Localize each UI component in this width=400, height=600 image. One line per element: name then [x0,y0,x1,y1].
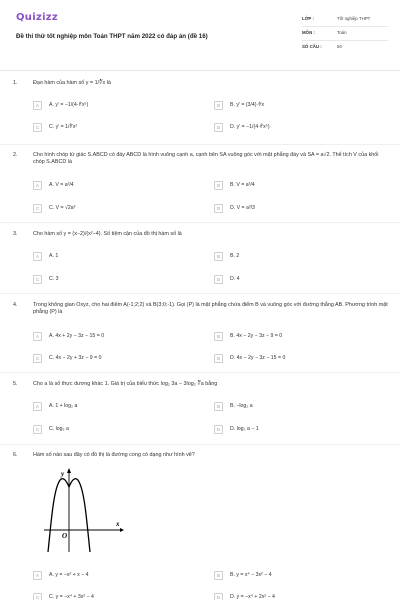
origin-label: O [62,532,68,540]
option-text: D. V = a³/3 [230,205,255,211]
question-number: 3. [13,231,18,237]
question-divider [0,144,400,145]
meta-row-count [302,41,388,55]
question-divider [0,293,400,294]
question-number: 5. [13,381,18,387]
option-c[interactable] [33,592,193,600]
option-text: B. y = x⁴ − 3x² − 4 [230,572,272,578]
option-c[interactable] [33,122,193,134]
option-text: A. y = −x² + x − 4 [49,572,89,578]
option-text: B. V = a³/4 [230,182,255,188]
option-text: C. 3 [49,276,59,282]
option-c[interactable] [33,353,193,365]
option-d[interactable] [214,353,374,365]
y-axis-arrow [67,468,71,473]
option-text: D. 4x − 2y − 3z − 15 = 0 [230,355,286,361]
option-d[interactable] [214,592,374,600]
question-text: Hàm số nào sau đây có đồ thị là đường cong có dạng như hình vẽ? [33,452,195,458]
option-d[interactable] [214,203,374,215]
option-text: C. 4x − 2y + 3z − 9 = 0 [49,355,102,361]
option-letter: D [214,593,223,600]
option-letter: D [214,275,223,284]
question-divider [0,444,400,445]
option-a[interactable] [33,570,193,582]
option-text: B. 2 [230,253,240,259]
question-text: Cho hình chóp tứ giác S.ABCD có đáy ABCD là hình vuông cạnh a, cạnh bên SA vuông góc với mặt phẳng đáy và SA = a√2. Thể tích V của khối chóp S.ABCD là [33,152,379,166]
question-number: 1. [13,80,18,86]
option-text: C. log₂ a [49,426,69,432]
option-letter: A [33,332,42,341]
meta-row-class [302,13,388,27]
option-letter: B [214,571,223,580]
option-letter: A [33,101,42,110]
question-number: 6. [13,452,18,458]
question-divider [0,222,400,223]
question-number: 4. [13,302,18,308]
question-text: Đạo hàm của hàm số y = 1/∛x là [33,80,111,86]
option-a[interactable] [33,331,193,343]
function-graph [40,466,125,554]
meta-value: 50 [337,44,342,49]
option-letter: C [33,593,42,600]
meta-row-subject [302,27,388,41]
option-letter: A [33,402,42,411]
option-letter: B [214,101,223,110]
option-text: B. −log₂ a [230,403,253,409]
option-text: D. y = −x⁴ + 2x² − 4 [230,594,275,600]
option-letter: C [33,204,42,213]
option-letter: B [214,252,223,261]
option-letter: A [33,181,42,190]
option-a[interactable] [33,180,193,192]
option-a[interactable] [33,251,193,263]
option-text: A. 1 + log₂ a [49,403,78,409]
option-text: C. y = −x⁴ + 3x² − 4 [49,594,94,600]
option-letter: B [214,332,223,341]
option-b[interactable] [214,401,374,413]
option-letter: D [214,425,223,434]
option-b[interactable] [214,180,374,192]
meta-table [302,13,388,55]
option-letter: C [33,354,42,363]
option-c[interactable] [33,424,193,436]
meta-label: LỚP : [302,16,314,21]
option-b[interactable] [214,331,374,343]
option-a[interactable] [33,100,193,112]
question-text: Cho hàm số y = (x−2)/(x²−4). Số tiệm cận của đồ thị hàm số là [33,231,182,237]
option-c[interactable] [33,203,193,215]
option-d[interactable] [214,424,374,436]
option-text: D. y′ = −1/(4·∜x⁵) [230,124,270,130]
option-letter: D [214,204,223,213]
question-number: 2. [13,152,18,158]
option-c[interactable] [33,274,193,286]
y-axis-label: y [61,470,65,478]
option-text: A. V = a³/4 [49,182,74,188]
meta-value: Tốt nghiệp THPT [337,16,371,21]
option-text: C. V = √2a³ [49,205,76,211]
option-b[interactable] [214,100,374,112]
option-text: A. 4x + 2y − 3z − 15 = 0 [49,333,105,339]
option-letter: C [33,425,42,434]
x-axis-label: x [116,520,120,528]
option-a[interactable] [33,401,193,413]
question-text: Cho a là số thực dương khác 1. Giá trị của biểu thức log₂ 3a − 3log₂ ∛a bằng [33,381,218,387]
option-d[interactable] [214,122,374,134]
option-letter: B [214,181,223,190]
option-text: A. y′ = −1/(4·∜x⁵) [49,102,89,108]
question-divider [0,372,400,373]
option-b[interactable] [214,251,374,263]
meta-value: Toán [337,30,347,35]
option-text: D. log₂ a − 1 [230,426,259,432]
option-b[interactable] [214,570,374,582]
option-text: A. 1 [49,253,59,259]
option-letter: D [214,123,223,132]
header-divider [0,70,400,71]
option-letter: C [33,123,42,132]
option-letter: A [33,571,42,580]
option-text: C. y′ = 1/∛x² [49,124,78,130]
option-letter: D [214,354,223,363]
option-text: B. 4x − 2y − 3z − 9 = 0 [230,333,283,339]
meta-label: MÔN : [302,30,315,35]
option-d[interactable] [214,274,374,286]
option-letter: B [214,402,223,411]
worksheet-header [0,0,400,70]
quizizz-logo: Quizizz [16,12,59,23]
x-axis-arrow [120,528,124,532]
option-text: B. y′ = (3/4)·∜x [230,102,265,108]
option-letter: A [33,252,42,261]
question-text: Trong không gian Oxyz, cho hai điểm A(-1;2;2) và B(3;0;-1). Gọi (P) là mặt phẳng chứa điểm B và vuông góc với đường thẳng AB. Phương trình mặt phẳng (P) là [33,302,388,316]
document-title: Đề thi thử tốt nghiệp môn Toán THPT năm 2022 có đáp án (đề 16) [16,33,208,40]
option-letter: C [33,275,42,284]
option-text: D. 4 [230,276,240,282]
meta-label: SỐ CÂU : [302,44,322,49]
